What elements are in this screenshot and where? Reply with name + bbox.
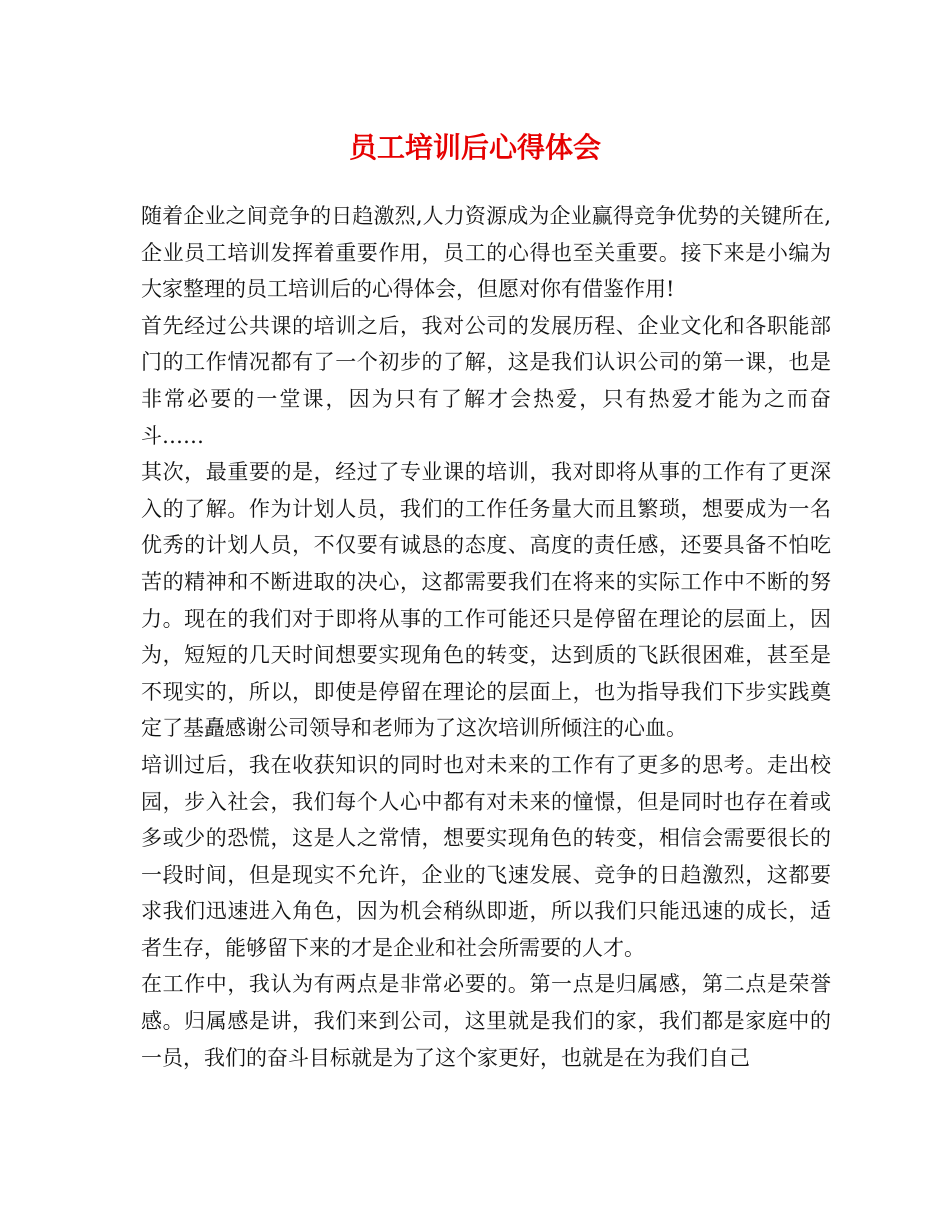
paragraph-intro: 随着企业之间竞争的日趋激烈,人力资源成为企业赢得竞争优势的关键所在,企业员工培训发挥着重要作用，员工的心得也至关重要。接下来是小编为大家整理的员工培训后的心得体会，但愿对你有借鉴作用! (141, 204, 831, 302)
paragraph-professional-course: 其次，最重要的是，经过了专业课的培训，我对即将从事的工作有了更深入的了解。作为计划人员，我们的工作任务量大而且繁琐，想要成为一名优秀的计划人员，不仅要有诚恳的态度、高度的责任感，还要具备不怕吃苦的精神和不断进取的决心，这都需要我们在将来的实际工作中不断的努力。现在的我们对于即将从事的工作可能还只是停留在理论的层面上，因为，短短的几天时间想要实现角色的转变，达到质的飞跃很困难，甚至是不现实的，所以，即使是停留在理论的层面上，也为指导我们下步实践奠定了基矗感谢公司领导和老师为了这次培训所倾注的心血。 (141, 460, 831, 741)
paragraph-belonging-honor: 在工作中，我认为有两点是非常必要的。第一点是归属感，第二点是荣誉感。归属感是讲，我们来到公司，这里就是我们的家，我们都是家庭中的一员，我们的奋斗目标就是为了这个家更好，也就是在为我们自己 (141, 972, 831, 1070)
paragraph-public-course: 首先经过公共课的培训之后，我对公司的发展历程、企业文化和各职能部门的工作情况都有了一个初步的了解，这是我们认识公司的第一课，也是非常必要的一堂课，因为只有了解才会热爱，只有热爱才能为之而奋斗…… (141, 313, 831, 448)
document-body (141, 198, 831, 1076)
document-title: 员工培训后心得体会 (348, 131, 601, 164)
paragraph-after-training: 培训过后，我在收获知识的同时也对未来的工作有了更多的思考。走出校园，步入社会，我们每个人心中都有对未来的憧憬，但是同时也存在着或多或少的恐慌，这是人之常情，想要实现角色的转变，相信会需要很长的一段时间，但是现实不允许，企业的飞速发展、竞争的日趋激烈，这都要求我们迅速进入角色，因为机会稍纵即逝，所以我们只能迅速的成长，适者生存，能够留下来的才是企业和社会所需要的人才。 (141, 752, 831, 960)
